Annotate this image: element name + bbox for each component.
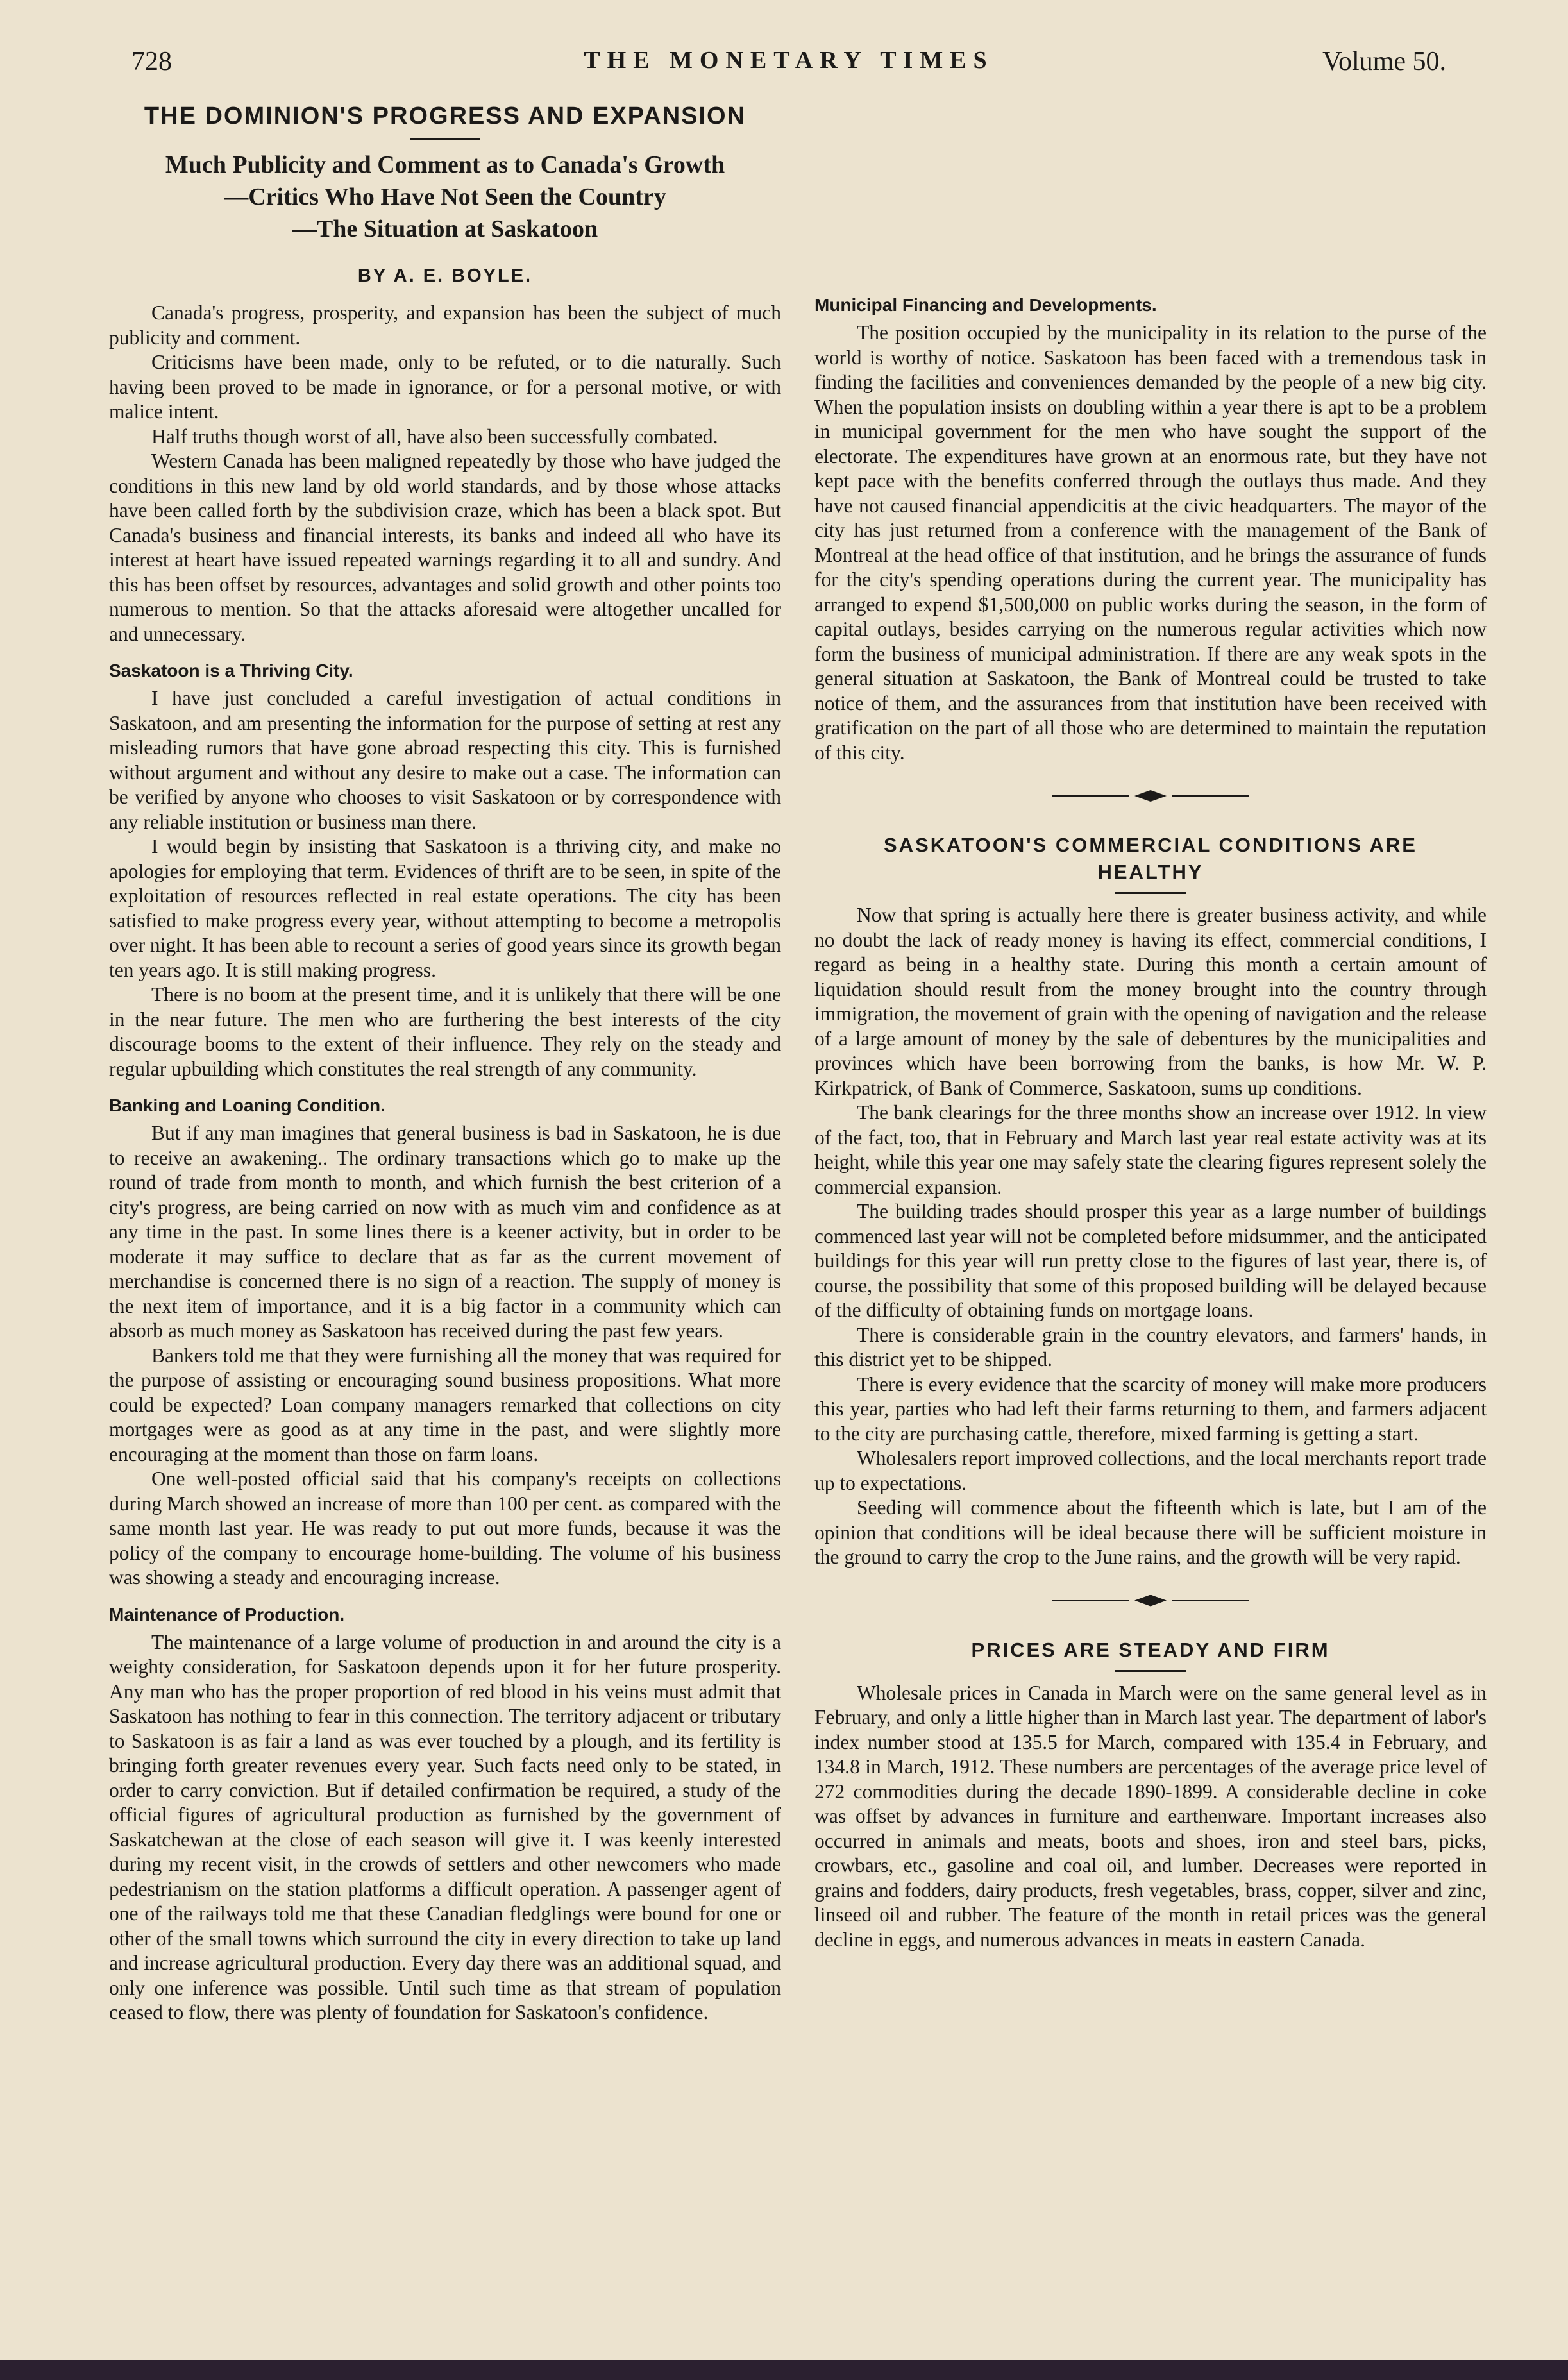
running-header: [131, 46, 1446, 78]
section-heading: Banking and Loaning Condition.: [109, 1095, 385, 1115]
article-headline: THE DOMINION'S PROGRESS AND EXPANSION: [144, 103, 746, 130]
paragraph: The position occupied by the municipality in its relation to the purse of the world is worthy of notice. Saskatoon has been faced with a tremendous task in finding the facilities and conveniences demanded by the people of a new big city. When the population insists on doubling within a year there is apt to be a problem in municipal government for the men who have sought the support of the electorate. The expenditures have grown at an enormous rate, but they have not kept pace with the benefits conferred through the outlays thus made. And they have not caused financial appendicitis at the civic headquarters. The mayor of the city has just returned from a conference with the management of the Bank of Montreal at the head office of that institution, and he brings the assurance of funds for the city's spending operations during the current year. The municipality has arranged to expend $1,500,000 on public works during the season, in the form of capital outlays, besides carrying on the numerous regular activities which now form the business of municipal administration. If there are any weak spots in the general situation at Saskatoon, the Bank of Montreal could be trusted to take notice of them, and the assurances from that institution have been received with gratification on the part of all those who are determined to maintain the reputation of this city.: [814, 321, 1487, 764]
article3-title: PRICES ARE STEADY AND FIRM: [971, 1638, 1330, 1661]
paragraph: Western Canada has been maligned repeatedly by those who have judged the conditions in this new land by old world standards, and by those whose attacks have been called forth by the subdivision craze, which has been a black spot. But Canada's business and financial interests, its banks and indeed all who have its interest at heart have issued repeated warnings regarding it to all and sundry. And this has been offset by resources, advantages and solid growth and other points too numerous to mention. So that the attacks aforesaid were altogether uncalled for and unnecessary.: [109, 450, 781, 645]
section-divider: [814, 783, 1487, 809]
paragraph: But if any man imagines that general business is bad in Saskatoon, he is due to receive an awakening.. The ordinary transactions which go to make up the round of trade from month to month, and which furnish the best criterion of a city's progress, are being carried on now with as much vim and confidence as at any time in the past. In some lines there is a keener activity, but in order to be moderate it may suffice to declare that as far as the current movement of merchandise is concerned there is no sign of a reaction. The supply of money is the next item of importance, and it is a big factor in a community which can absorb as much money as Saskatoon has received during the past few years.: [109, 1122, 781, 1342]
subheadline-line: —Critics Who Have Not Seen the Country: [224, 183, 666, 210]
paragraph: There is considerable grain in the country elevators, and farmers' hands, in this district yet to be shipped.: [814, 1323, 1487, 1371]
section-heading: Saskatoon is a Thriving City.: [109, 661, 353, 680]
paragraph: Wholesalers report improved collections, and the local merchants report trade up to expectations.: [814, 1447, 1487, 1494]
volume-label: Volume 50.: [1322, 47, 1446, 76]
article2-title-line: HEALTHY: [1097, 861, 1204, 883]
divider-diamond: [1134, 790, 1167, 802]
paragraph: The building trades should prosper this year as a large number of buildings commenced last year will not be completed before midsummer, and the anticipated buildings for this year will run pretty close to the figures of last year, there is, of course, the possibility that some of this proposed building will be delayed because of the difficulty of obtaining funds on mortgage loans.: [814, 1200, 1487, 1321]
paragraph: Criticisms have been made, only to be refuted, or to die naturally. Such having been proved to be made in ignorance, or for a personal motive, or with malice intent.: [109, 351, 781, 423]
title-rule: [1115, 892, 1186, 894]
article-subheadline: [109, 149, 781, 245]
paragraph: I would begin by insisting that Saskatoon is a thriving city, and make no apologies for employing that term. Evidences of thrift are to be seen, in spite of the exploitation of resources reflected in real estate operations. The city has been satisfied to make progress every year, without attempting to become a metropolis over night. It has been able to recount a series of good years since its growth began ten years ago. It is still making progress.: [109, 835, 781, 981]
paragraph: Seeding will commence about the fifteenth which is late, but I am of the opinion that conditions will be ideal because there will be sufficient moisture in the ground to carry the crop to the June rains, and the growth will be very rapid.: [814, 1496, 1487, 1568]
headline-rule: [410, 138, 480, 140]
divider-line: [1052, 795, 1129, 797]
article2-title-line: SASKATOON'S COMMERCIAL CONDITIONS ARE: [884, 834, 1417, 856]
paragraph: Half truths though worst of all, have also been successfully combated.: [151, 425, 718, 448]
right-column: [814, 103, 1487, 1952]
section-heading: Municipal Financing and Developments.: [814, 295, 1157, 315]
paragraph: Now that spring is actually here there is greater business activity, and while no doubt the lack of ready money is having its effect, commercial conditions, I regard as being in a healthy state. During this month a certain amount of liquidation should result from the money brought into the country through immigration, the movement of grain with the opening of navigation and the release of a large amount of money by the sale of debentures by the municipalities and provinces which have been borrowing from the banks, is how Mr. W. P. Kirkpatrick, of Bank of Commerce, Saskatoon, sums up conditions.: [814, 904, 1487, 1099]
paragraph: Wholesale prices in Canada in March were on the same general level as in February, and only a little higher than in March last year. The department of labor's index number stood at 135.5 for March, compared with 135.4 in February, and 134.8 in March, 1912. These numbers are percentages of the average price level of 272 commodities during the decade 1890-1899. A considerable decline in coke was offset by advances in furniture and earthenware. Important increases also occurred in animals and meats, boots and shoes, iron and steel bars, picks, crowbars, etc., gasoline and coal oil, and lumber. Decreases were reported in grains and fodders, dairy products, fresh vegetables, brass, copper, silver and zinc, linseed oil and rubber. The feature of the month in retail prices was the general decline in eggs, and numerous advances in meats in eastern Canada.: [814, 1681, 1487, 1951]
section-heading: Maintenance of Production.: [109, 1604, 345, 1625]
paragraph: I have just concluded a careful investigation of actual conditions in Saskatoon, and am presenting the information for the purpose of setting at rest any misleading rumors that have gone abroad respecting this city. This is furnished without argument and without any desire to make out a case. The information can be verified by anyone who chooses to visit Saskatoon or by correspondence with any reliable institution or business man there.: [109, 687, 781, 833]
paragraph: Bankers told me that they were furnishing all the money that was required for the purpose of assisting or encouraging sound business propositions. What more could be expected? Loan company managers remarked that collections on city mortgages were as good as at any time in the past, and were slightly more encouraging at the moment than those on farm loans.: [109, 1344, 781, 1465]
divider-line: [1172, 1600, 1249, 1601]
paragraph: The bank clearings for the three months show an increase over 1912. In view of the fact, too, that in February and March last year real estate activity was at its height, while this year one may safely state the clearing figures represent solely the commercial expansion.: [814, 1101, 1487, 1198]
article2-title: [814, 832, 1487, 886]
page-number: 728: [131, 47, 172, 76]
page-edge-shadow: [0, 2360, 1568, 2380]
divider-diamond: [1134, 1595, 1167, 1607]
byline: BY A. E. BOYLE.: [357, 266, 533, 286]
divider-line: [1052, 1600, 1129, 1601]
paragraph: The maintenance of a large volume of production in and around the city is a weighty consideration, for Saskatoon depends upon it for her future prosperity. Any man who has the proper proportion of red blood in his veins must admit that Saskatoon has nothing to fear in this connection. The territory adjacent or tributary to Saskatoon is as fair a land as was ever touched by a plough, and its fertility is bringing forth greater revenues every year. Such facts need only to be stated, in order to carry conviction. But if detailed confirmation be required, a study of the official figures of agricultural production as furnished by the government of Saskatchewan at the close of each season will give it. I was keenly interested during my recent visit, in the crowds of settlers and other newcomers who made pedestrianism on the station platforms a difficult operation. A passenger agent of one of the railways told me that these Canadian fledglings were bound for one or other of the small towns which surround the city in every direction to take up land and increase agricultural production. Every day there was an additional squad, and only one inference was possible. Until such time as that stream of population ceased to flow, there was plenty of foundation for Saskatoon's confidence.: [109, 1630, 781, 2023]
divider-line: [1172, 795, 1249, 797]
masthead: THE MONETARY TIMES: [584, 47, 994, 74]
paragraph: There is every evidence that the scarcity of money will make more producers this year, parties who had left their farms returning to them, and farmers adjacent to the city are purchasing cattle, therefore, mixed farming is getting a start.: [814, 1372, 1487, 1445]
paragraph: One well-posted official said that his company's receipts on collections during March showed an increase of more than 100 per cent. as compared with the same month last year. He was ready to put out more funds, because it was the policy of the company to encourage home-building. The volume of his business was showing a steady and encouraging increase.: [109, 1467, 781, 1589]
paragraph: Canada's progress, prosperity, and expansion has been the subject of much publicity and comment.: [109, 301, 781, 349]
paragraph: There is no boom at the present time, and it is unlikely that there will be one in the near future. The men who are furthering the best interests of the city discourage booms to the extent of their influence. They rely on the steady and regular upbuilding which constitutes the real strength of any community.: [109, 983, 781, 1080]
subheadline-line: Much Publicity and Comment as to Canada's Growth: [165, 151, 725, 178]
section-divider: [814, 1588, 1487, 1614]
left-column: [109, 103, 781, 2025]
subheadline-line: —The Situation at Saskatoon: [292, 215, 598, 242]
title-rule: [1115, 1670, 1186, 1672]
